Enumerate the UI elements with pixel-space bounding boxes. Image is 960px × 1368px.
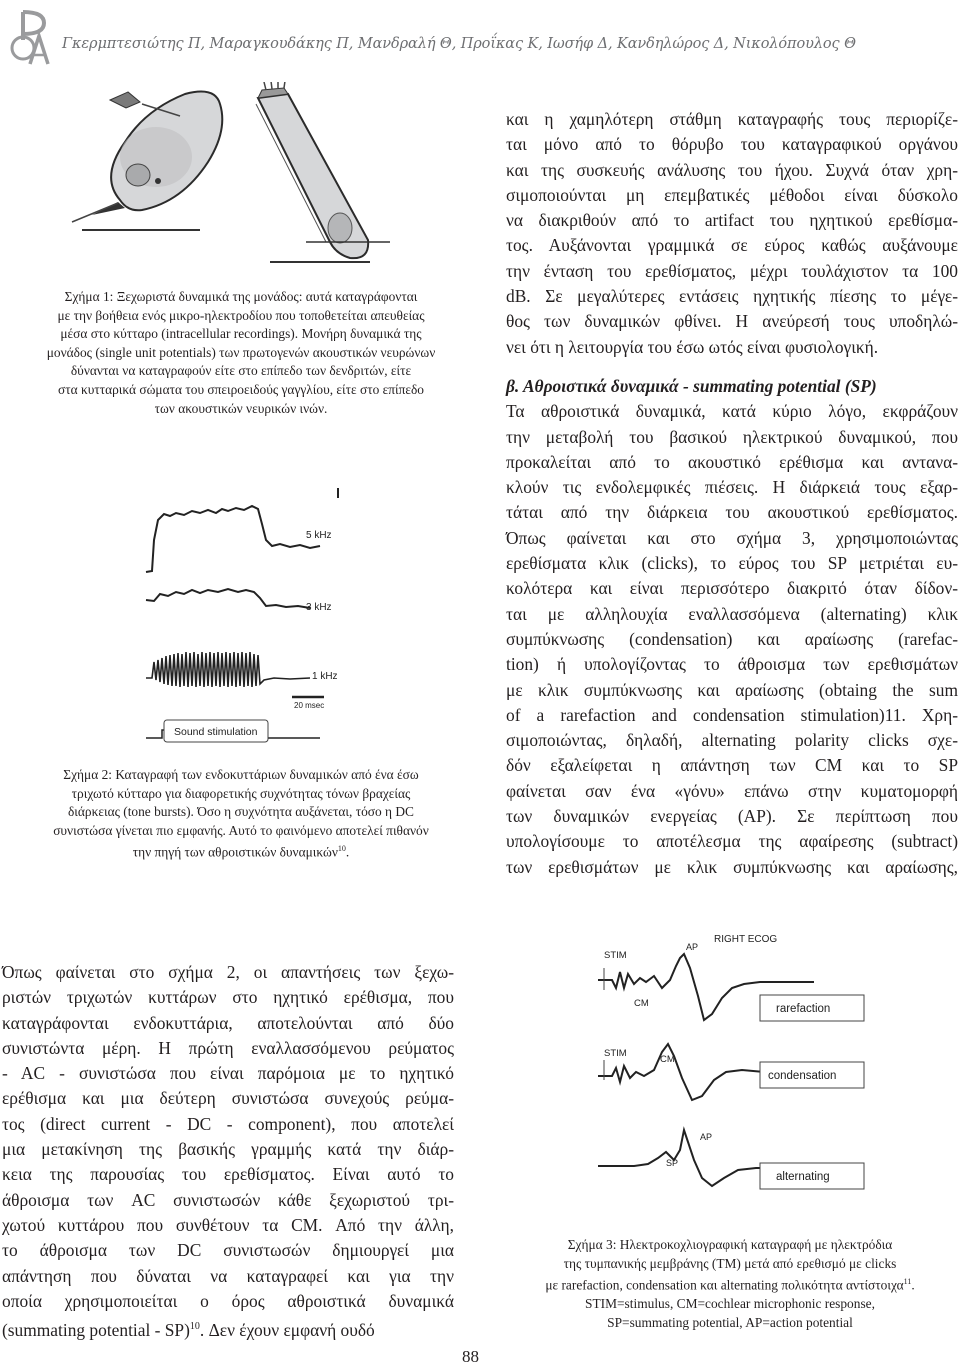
figure3-caption: Σχήμα 3: Ηλεκτροκοχλιογραφική καταγραφή με ηλεκτρόδια της τυμπανικής μεμβράνης (ΤΜ) μετά από ερεθισμό με clicks με rarefaction, condensation και alternating πολικότητα αντίστοιχα$^{11}$. STIM=stimulus, CM=cochlear microphonic response, SP=summating potential, AP=action potential [545,1237,915,1330]
page-number: 88 [462,1347,479,1366]
label-sound-stimulation: Sound stimulation [174,726,258,738]
right-column-text: και η χαμηλότερη στάθμη καταγραφής τους περιορίζε- ται μόνο από το θόρυβο του καταγραφικού οργάνου και της συσκευής ανάλυσης του ήχου. Συχνά όταν χρη- σιμοποιούνται μη επεμβατικές μέθοδοι είναι δύσκολο να διακριθούν από το artifact του ηχητικού ερεθίσμα- τος. Αυξάνονται γραμμικά σε εύρος καθώς αυξάνουμε την ένταση του ερεθίσματος, μέχρι τουλάχιστον τα 100 dB. Σε μεγαλύτερες εντάσεις ηχητικής πίεσης το μέγε- θος των δυναμικών φθίνει. Η ανεύρεσή τους υποδηλώ- νει ότι η λειτουργία του έσω ωτός είναι φυσιολογική. [506,109,958,357]
figure3-ecog [564,928,874,1228]
label-1khz: 1 kHz [312,671,338,682]
label-stim-1: STIM [604,950,627,961]
label-ap-2: AP [700,1132,713,1142]
label-right-ecog: RIGHT ECOG [714,934,778,945]
label-cm-2: CM [660,1054,675,1065]
label-condensation: condensation [768,1070,837,1082]
section-heading: β. Αθροιστικά δυναμικά - summating potential (SP) [506,376,877,396]
bottom-left-text: Όπως φαίνεται στο σχήμα 2, οι απαντήσεις των ξεχω- ριστών τριχωτών κυττάρων στο ηχητικό ερέθισμα, που καταγράφονται ενδοκυττάρια, αποτελούνται από δύο συνιστώντα μέρη. Η πρώτη εναλλασσόμενου ρεύματος - AC - συνιστώσα που είναι παρόμοια με το ηχητικό ερέθισμα και μια δεύτερη συνιστώσα συνεχούς ρεύμα- τος (direct current - DC - component), που αποτελεί μια μετακίνηση της βασικής γραμμής κατά την διάρ- κεια της παρουσίας του ερεθίσματος. Είναι αυτό το άθροισμα των AC συνιστωσών κάθε ξεχωριστού τρι- χωτού κυττάρου που συνθέτουν τα CM. Από την άλλη, το άθροισμα των DC συνιστωσών δημιουργεί μια απάντηση που δύναται να καταγραφεί και για την οποία χρησιμοποιείται ο όρος αθροιστικά δυναμικά (summating potential - SP)$^{10}$. Δεν έχουν εμφανή ουδό [2,962,454,1340]
label-sp: SP [666,1158,679,1168]
figure1-illustration [70,82,400,272]
label-cm-1: CM [634,998,649,1009]
label-alternating: alternating [776,1171,830,1183]
figure2-caption: Σχήμα 2: Καταγραφή των ενδοκυττάριων δυναμικών από ένα έσω τριχωτό κύτταρο για διαφορετικής συχνότητας τόνων βραχείας διάρκειας (tone bursts). Όσο η συχνότητα αυξάνεται, τόσο η DC συνιστώσα γίνεται πιο εμφανής. Αυτό το φαινόμενο αποτελεί πιθανόν την πηγή των αθροιστικών δυναμικών$^{10}$. [53,767,429,860]
label-ap-1: AP [686,942,699,952]
journal-logo [8,8,52,66]
label-20msec: 20 msec [294,701,325,710]
label-5khz: 5 kHz [306,530,332,541]
label-stim-2: STIM [604,1048,627,1059]
figure1-caption: Σχήμα 1: Ξεχωριστά δυναμικά της μονάδος: αυτά καταγράφονται με την βοήθεια ενός μικρο-ηλεκτροδίου που τοποθετείται απευθείας μέσα στο κύτταρο (intracellular recordings). Μονήρη δυναμικά της μονάδος (single unit potentials) των πρωτογενών ακουστικών νευρώνων δύνανται να καταγραφούν είτε στο επίπεδο των δενδριτών, είτε στα κυτταρικά σώματα του σπειροειδούς γαγγλίου, είτε στο επίπεδο των ακουστικών νευρικών ινών. [46,289,436,416]
figure2-recordings [140,480,360,750]
running-head: Γκερμπτεσιώτης Π, Μαραγκουδάκης Π, Μανδραλή Θ, Προΐκας Κ, Ιωσήφ Δ, Κανδηλώρος Δ, Νικολόπουλος Θ [62,36,856,52]
section-sp: β. Αθροιστικά δυναμικά - summating potential (SP) Τα αθροιστικά δυναμικά, κατά κύριο λόγο, εκφράζουν την μεταβολή του βασικού ηλεκτρικού δυναμικού, που προκαλείται από το ακουστικό ερέθισμα και αντανα- κλούν τις ενδολεμφικές πιέσεις. Η διάρκειά τους εξαρ- τάται από την διάρκεια του ακουστικού ερεθίσματος. Όπως φαίνεται και στο σχήμα 3, χρησιμοποιώντας ερεθίσματα κλικ (clicks), το εύρος του SP μετριέται ευ- κολότερα και είναι περισσότερο διακριτό όταν δίδον- ται με αλληλουχία εναλλασσόμενα (alternating) κλικ συμπύκνωσης (condensation) και αραίωσης (rarefac- tion) ή υπολογίζοντας το άθροισμα των ερεθισμάτων με κλικ συμπύκνωσης και αραίωσης (obtaing the sum of a rarefaction and condensation stimulation)11. Χρη- σιμοποιώντας, δηλαδή, alternating polarity clicks σχε- δόν εξαλείφεται η απάντηση των CM και το SP φαίνεται σαν ένα «γόνυ» επάνω στην κυματομορφή των δυναμικών ενεργείας (AP). Σε περίπτωση που υπολογίσουμε το αποτέλεσμα της αφαίρεσης (subtract) των ερεθισμάτων με κλικ συμπύκνωσης και αραίωσης, [506,376,958,877]
label-rarefaction: rarefaction [776,1003,831,1015]
label-3khz: 3 kHz [306,602,332,613]
